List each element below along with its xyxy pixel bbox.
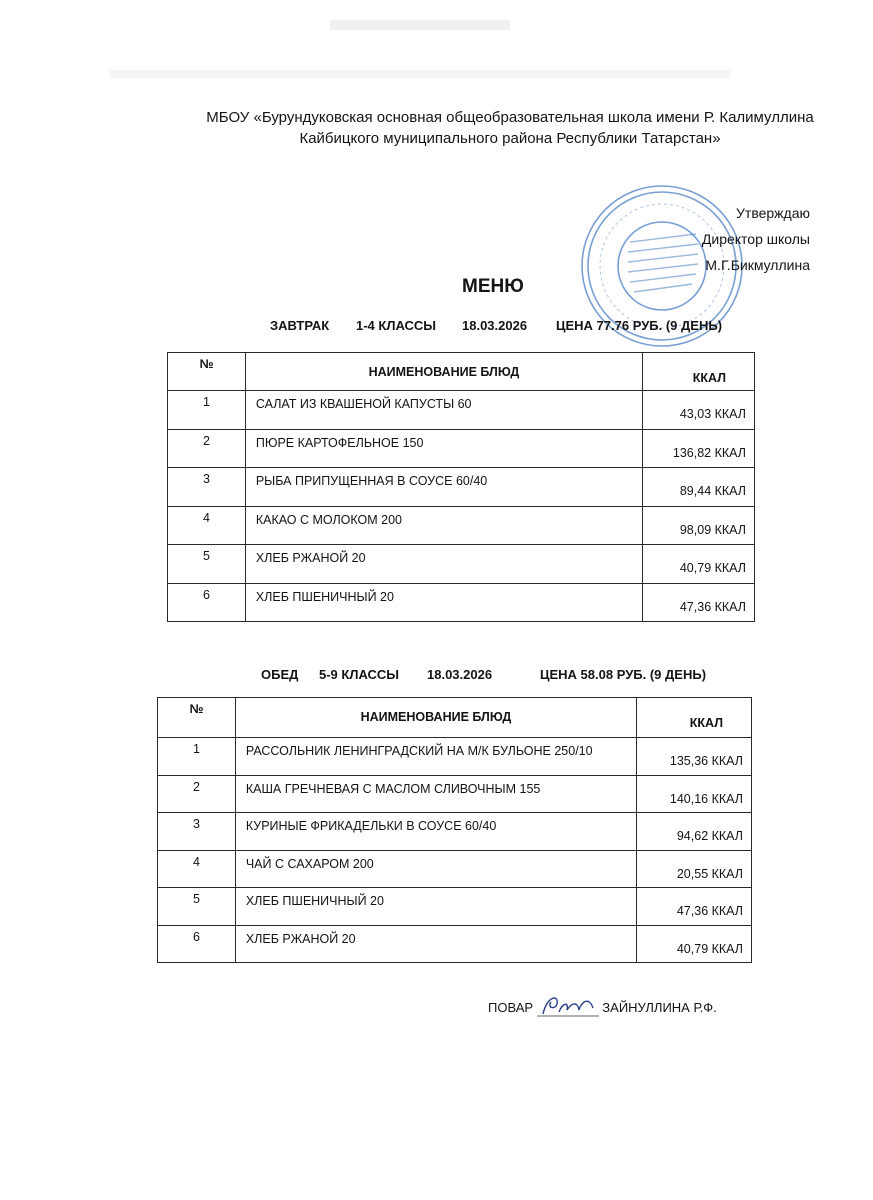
cook-label: ПОВАР xyxy=(488,1000,534,1015)
cook-name: ЗАЙНУЛЛИНА Р.Ф. xyxy=(602,1000,717,1015)
scan-ghost-1 xyxy=(330,20,510,30)
breakfast-meal: ЗАВТРАК xyxy=(270,318,330,333)
table-row xyxy=(168,391,755,430)
dish-kcal: 98,09 ККАЛ xyxy=(643,506,755,545)
column-header-num: № xyxy=(168,353,246,391)
dish-number: 6 xyxy=(168,583,246,622)
dish-kcal: 47,36 ККАЛ xyxy=(637,888,752,926)
column-header-name: НАИМЕНОВАНИЕ БЛЮД xyxy=(235,698,636,738)
column-header-name: НАИМЕНОВАНИЕ БЛЮД xyxy=(245,353,642,391)
dish-name: КУРИНЫЕ ФРИКАДЕЛЬКИ В СОУСЕ 60/40 xyxy=(235,813,636,851)
dish-name: САЛАТ ИЗ КВАШЕНОЙ КАПУСТЫ 60 xyxy=(245,391,642,430)
dish-kcal: 43,03 ККАЛ xyxy=(643,391,755,430)
dish-number: 3 xyxy=(168,468,246,507)
dish-number: 6 xyxy=(158,925,236,963)
school-name-line2: Кайбицкого муниципального района Республики Татарстан» xyxy=(299,130,721,147)
approval-block xyxy=(702,200,810,278)
lunch-date: 18.03.2026 xyxy=(427,667,493,682)
dish-kcal: 20,55 ККАЛ xyxy=(637,850,752,888)
table-row xyxy=(158,850,752,888)
table-row xyxy=(168,468,755,507)
dish-number: 4 xyxy=(168,506,246,545)
breakfast-price: ЦЕНА 77.76 РУБ. (9 ДЕНЬ) xyxy=(556,318,723,333)
lunch-meal: ОБЕД xyxy=(261,667,299,682)
dish-name: РЫБА ПРИПУЩЕННАЯ В СОУСЕ 60/40 xyxy=(245,468,642,507)
dish-name: ХЛЕБ РЖАНОЙ 20 xyxy=(245,545,642,584)
school-name-line1: МБОУ «Бурундуковская основная общеобразовательная школа имени Р. Калимуллина xyxy=(206,109,814,126)
dish-kcal: 136,82 ККАЛ xyxy=(643,429,755,468)
dish-number: 5 xyxy=(158,888,236,926)
table-row xyxy=(168,506,755,545)
breakfast-header xyxy=(0,318,873,336)
dish-number: 2 xyxy=(158,775,236,813)
dish-name: КАША ГРЕЧНЕВАЯ С МАСЛОМ СЛИВОЧНЫМ 155 xyxy=(235,775,636,813)
lunch-table xyxy=(157,697,752,963)
breakfast-table xyxy=(167,352,755,622)
scan-ghost-2 xyxy=(110,70,730,78)
table-row xyxy=(158,738,752,776)
table-row xyxy=(168,583,755,622)
dish-name: ХЛЕБ ПШЕНИЧНЫЙ 20 xyxy=(245,583,642,622)
dish-name: РАССОЛЬНИК ЛЕНИНГРАДСКИЙ НА М/К БУЛЬОНЕ 250/10 xyxy=(235,738,636,776)
dish-kcal: 94,62 ККАЛ xyxy=(637,813,752,851)
dish-kcal: 135,36 ККАЛ xyxy=(637,738,752,776)
column-header-kcal: ККАЛ xyxy=(643,353,755,391)
dish-name: ЧАЙ С САХАРОМ 200 xyxy=(235,850,636,888)
approval-line3: М.Г.Бикмуллина xyxy=(705,257,810,273)
dish-kcal: 140,16 ККАЛ xyxy=(637,775,752,813)
table-row xyxy=(158,888,752,926)
dish-name: КАКАО С МОЛОКОМ 200 xyxy=(245,506,642,545)
table-row xyxy=(158,775,752,813)
dish-number: 4 xyxy=(158,850,236,888)
dish-kcal: 89,44 ККАЛ xyxy=(643,468,755,507)
menu-title: МЕНЮ xyxy=(462,276,524,297)
dish-number: 1 xyxy=(168,391,246,430)
dish-kcal: 47,36 ККАЛ xyxy=(643,583,755,622)
approval-line1: Утверждаю xyxy=(736,205,810,221)
table-row xyxy=(168,545,755,584)
dish-name: ПЮРЕ КАРТОФЕЛЬНОЕ 150 xyxy=(245,429,642,468)
lunch-classes: 5-9 КЛАССЫ xyxy=(319,667,400,682)
breakfast-table-header xyxy=(168,353,755,391)
lunch-header xyxy=(0,667,873,685)
dish-number: 2 xyxy=(168,429,246,468)
lunch-table-header xyxy=(158,698,752,738)
table-row xyxy=(168,429,755,468)
table-row xyxy=(158,925,752,963)
school-name xyxy=(150,107,870,149)
dish-number: 1 xyxy=(158,738,236,776)
lunch-price: ЦЕНА 58.08 РУБ. (9 ДЕНЬ) xyxy=(540,667,707,682)
dish-number: 5 xyxy=(168,545,246,584)
breakfast-date: 18.03.2026 xyxy=(462,318,528,333)
cook-signature-line xyxy=(488,992,717,1020)
approval-line2: Директор школы xyxy=(701,231,810,247)
dish-name: ХЛЕБ РЖАНОЙ 20 xyxy=(235,925,636,963)
column-header-kcal: ККАЛ xyxy=(637,698,752,738)
column-header-num: № xyxy=(158,698,236,738)
dish-name: ХЛЕБ ПШЕНИЧНЫЙ 20 xyxy=(235,888,636,926)
dish-number: 3 xyxy=(158,813,236,851)
dish-kcal: 40,79 ККАЛ xyxy=(643,545,755,584)
table-row xyxy=(158,813,752,851)
cook-signature xyxy=(537,992,599,1020)
breakfast-classes: 1-4 КЛАССЫ xyxy=(356,318,437,333)
dish-kcal: 40,79 ККАЛ xyxy=(637,925,752,963)
